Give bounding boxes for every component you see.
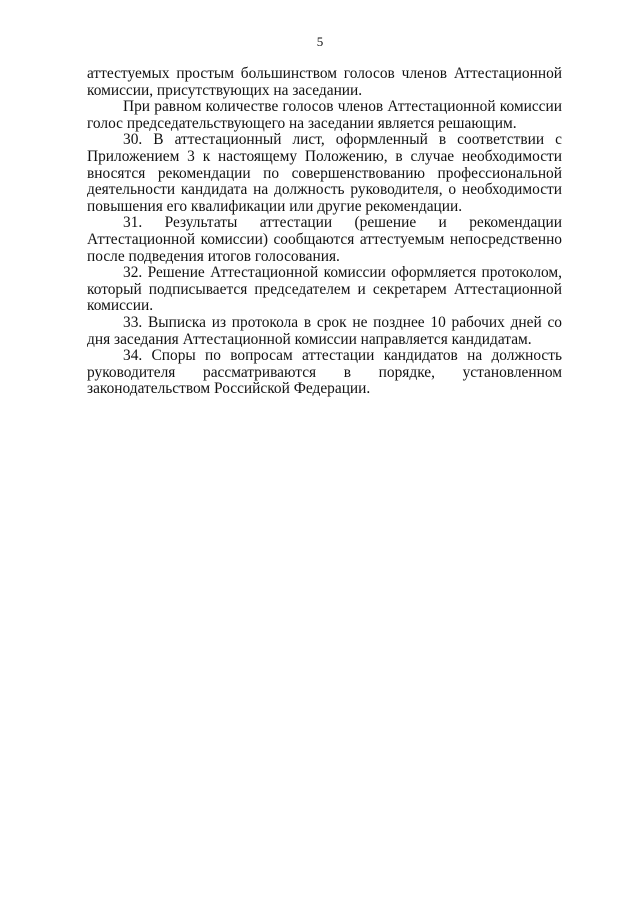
paragraph-item-31: 31. Результаты аттестации (решение и рекомендации Аттестационной комиссии) сообщаются аттестуемым непосредственно после подведения итогов голосования. xyxy=(87,214,562,265)
paragraph-item-32: 32. Решение Аттестационной комиссии оформляется протоколом, который подписывается председателем и секретарем Аттестационной комиссии. xyxy=(87,264,562,315)
paragraph-continuation: аттестуемых простым большинством голосов членов Аттестационной комиссии, присутствующих на заседании. xyxy=(87,65,562,99)
paragraph-item-30: 30. В аттестационный лист, оформленный в соответствии с Приложением 3 к настоящему Положению, в случае необходимости вносятся рекомендации по совершенствованию профессиональной деятельности кандидата на должность руководителя, о необходимости повышения его квалификации или другие рекомендации. xyxy=(87,131,562,215)
paragraph-item-34: 34. Споры по вопросам аттестации кандидатов на должность руководителя рассматриваются в порядке, установленном законодательством Российской Федерации. xyxy=(87,347,562,398)
paragraph-tie-vote: При равном количестве голосов членов Аттестационной комиссии голос председательствующего на заседании является решающим. xyxy=(87,98,562,132)
page-number: 5 xyxy=(316,34,324,49)
paragraph-item-33: 33. Выписка из протокола в срок не позднее 10 рабочих дней со дня заседания Аттестационной комиссии направляется кандидатам. xyxy=(87,313,562,348)
document-body xyxy=(87,66,562,398)
